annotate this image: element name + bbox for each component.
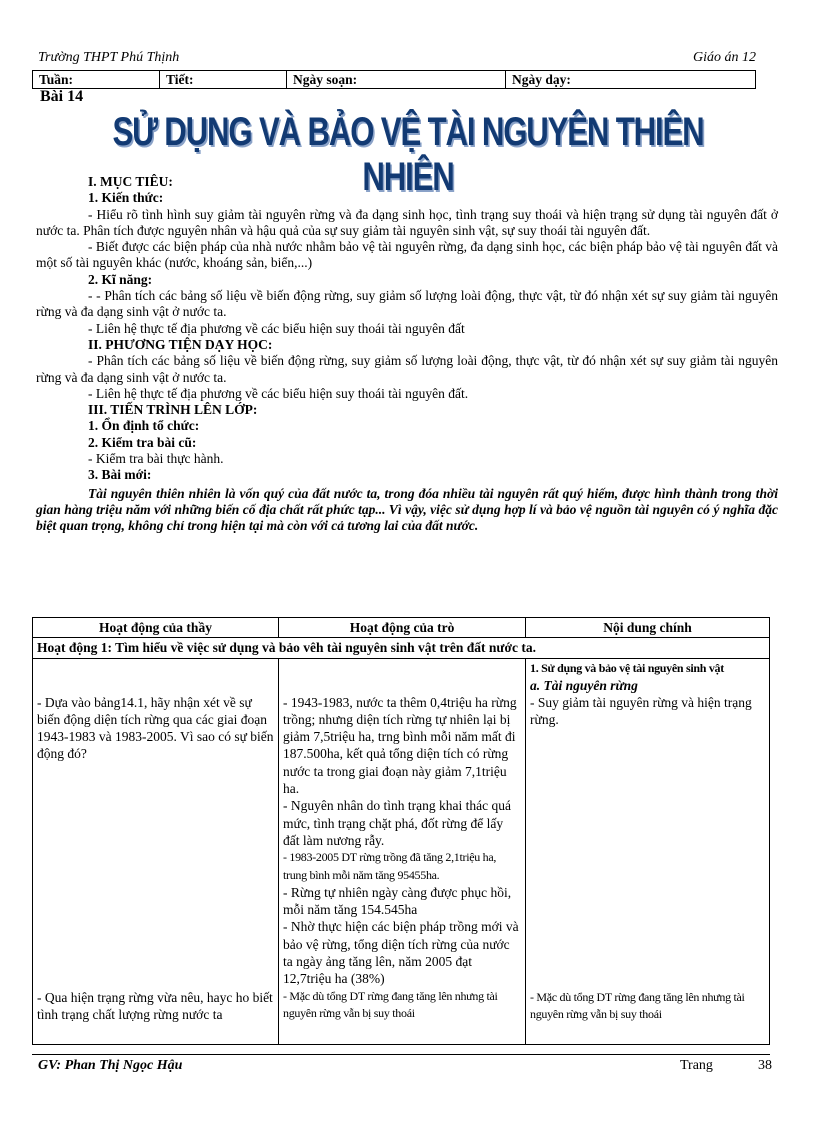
student-answer: - 1983-2005 DT rừng trồng đã tăng 2,1triệu ha, trung bình mỗi năm tăng 95455ha. bbox=[283, 850, 497, 882]
teacher-question-2: - Qua hiện trạng rừng vừa nêu, hayc ho biết tình trạng chất lượng rừng nước ta bbox=[37, 989, 273, 1023]
intro-paragraph: Tài nguyên thiên nhiên là vốn quý của đất nước ta, trong đóa nhiều tài nguyên rất quý hiếm, được hình thành trong thời gian hàng triệu năm với những biến cố địa chất rất phức tạp... Vì vậy, việc sử dụng hợp lí và bảo vệ nguồn tài nguyên có ý nghĩa đặc biệt quan trọng, không chỉ trong hiện tại mà còn với cả tương lai của đất nước. bbox=[36, 485, 778, 534]
lesson-number: Bài 14 bbox=[40, 88, 84, 105]
lesson-body bbox=[36, 174, 778, 535]
lesson-meta-table bbox=[32, 70, 756, 89]
footer-divider bbox=[32, 1054, 770, 1055]
teach-date-cell: Ngày dạy: bbox=[506, 71, 756, 89]
paragraph: - - Phân tích các bảng số liệu về biến động rừng, suy giảm số lượng loài động, thực vật, từ đó nhận xét sự suy giảm tài nguyên rừng và đa dạng sinh vật ở nước ta. bbox=[36, 288, 778, 320]
content-title: 1. Sử dụng và bảo vệ tài nguyên sinh vật bbox=[530, 660, 724, 675]
plan-label: Giáo án 12 bbox=[693, 50, 756, 65]
section-materials: II. PHƯƠNG TIỆN DẠY HỌC: bbox=[88, 336, 273, 352]
prep-date-cell: Ngày soạn: bbox=[287, 71, 506, 89]
page-title: SỬ DỤNG VÀ BẢO VỆ TÀI NGUYÊN THIÊN NHIÊN bbox=[112, 110, 704, 199]
section-objectives: I. MỤC TIÊU: bbox=[88, 174, 173, 189]
student-answer: - 1943-1983, nước ta thêm 0,4triệu ha rừng trồng; nhưng diện tích rừng tự nhiên lại bị giảm 7,5triệu ha, trng bình mỗi năm mất đi 187.500ha, kết quả tổng diện tích có rừng nước ta trong giai đoạn này giảm 7,1triệu ha. bbox=[283, 694, 517, 797]
section-knowledge: 1. Kiến thức: bbox=[88, 190, 164, 206]
school-name: Trường THPT Phú Thịnh bbox=[38, 50, 180, 65]
section-procedure: III. TIẾN TRÌNH LÊN LỚP: bbox=[88, 402, 258, 418]
content-point: - Mặc dù tổng DT rừng đang tăng lên nhưng tài nguyên rừng vẫn bị suy thoái bbox=[530, 989, 745, 1022]
page-number: 38 bbox=[758, 1058, 772, 1073]
paragraph: - Liên hệ thực tế địa phương về các biểu hiện suy thoái tài nguyên đất bbox=[88, 320, 465, 336]
activity-table bbox=[32, 617, 770, 1045]
page-label: Trang bbox=[680, 1058, 713, 1073]
student-answer: - Nguyên nhân do tình trạng khai thác quá mức, tình trạng chặt phá, đốt rừng để lấy đất làm nương rẫy. bbox=[283, 798, 511, 848]
content-point: - Suy giảm tài nguyên rừng và hiện trạng rừng. bbox=[530, 695, 752, 728]
student-answer: - Nhờ thực hiện các biện pháp trồng mới và bảo vệ rừng, tổng diện tích rừng của nước ta ngày ảng tăng lên, năm 2005 đạt 12,7triệu ha (38%) bbox=[283, 919, 519, 987]
paragraph: - Phân tích các bảng số liệu về biến động rừng, suy giảm số lượng loài động, thực vật, từ đó nhận xét sự suy giảm tài nguyên rừng và đa dạng sinh vật ở nước ta. bbox=[36, 353, 778, 385]
student-answer: - Rừng tự nhiên ngày càng được phục hồi, mỗi năm tăng 154.545ha bbox=[283, 884, 512, 918]
section-stabilize: 1. Ổn định tổ chức: bbox=[88, 418, 200, 434]
paragraph: - Liên hệ thực tế địa phương về các biểu hiện suy thoái tài nguyên đất. bbox=[88, 385, 469, 401]
period-cell: Tiết: bbox=[160, 71, 287, 89]
student-answer: - Mặc dù tổng DT rừng đang tăng lên nhưng tài nguyên rừng vẫn bị suy thoái bbox=[283, 988, 498, 1020]
header-content: Nội dung chính bbox=[526, 618, 770, 638]
section-new-lesson: 3. Bài mới: bbox=[88, 467, 152, 483]
teacher-column bbox=[33, 658, 279, 1044]
teacher-question-1: - Dựa vào bảng14.1, hãy nhận xét về sự biến động diện tích rừng qua các giai đoạn 1943-1983 và 1983-2005. Vì sao có sự biến động đó? bbox=[37, 694, 274, 762]
section-review: 2. Kiểm tra bài cũ: bbox=[88, 434, 197, 450]
activity-1-heading: Hoạt động 1: Tìm hiểu về việc sử dụng và bảo vêh tài nguyên sinh vật trên đất nước ta. bbox=[33, 638, 770, 658]
paragraph: - Hiểu rõ tình hình suy giảm tài nguyên rừng và đa dạng sinh học, tình trạng suy thoái và hiện trạng sử dụng tài nguyên đất ở nước ta. Phân tích được nguyên nhân và hậu quả của sự suy giảm tài nguyên sinh vật, sự suy thoái tài nguyên đất. bbox=[36, 206, 778, 238]
week-cell: Tuần: bbox=[33, 71, 160, 89]
teacher-name: GV: Phan Thị Ngọc Hậu bbox=[38, 1058, 183, 1073]
paragraph: - Kiểm tra bài thực hành. bbox=[88, 451, 224, 467]
content-column bbox=[526, 658, 770, 1044]
header-teacher: Hoạt động của thầy bbox=[33, 618, 279, 638]
student-column bbox=[279, 658, 526, 1044]
content-subtitle: a. Tài nguyên rừng bbox=[530, 677, 638, 693]
header-student: Hoạt động của trò bbox=[279, 618, 526, 638]
paragraph: - Biết được các biện pháp của nhà nước nhằm bảo vệ tài nguyên rừng, đa dạng sinh học, các biện pháp bảo vệ tài nguyên đất và một số tài nguyên khác (nước, khoáng sản, biển,...) bbox=[36, 239, 778, 271]
section-skills: 2. Kĩ năng: bbox=[88, 271, 153, 287]
